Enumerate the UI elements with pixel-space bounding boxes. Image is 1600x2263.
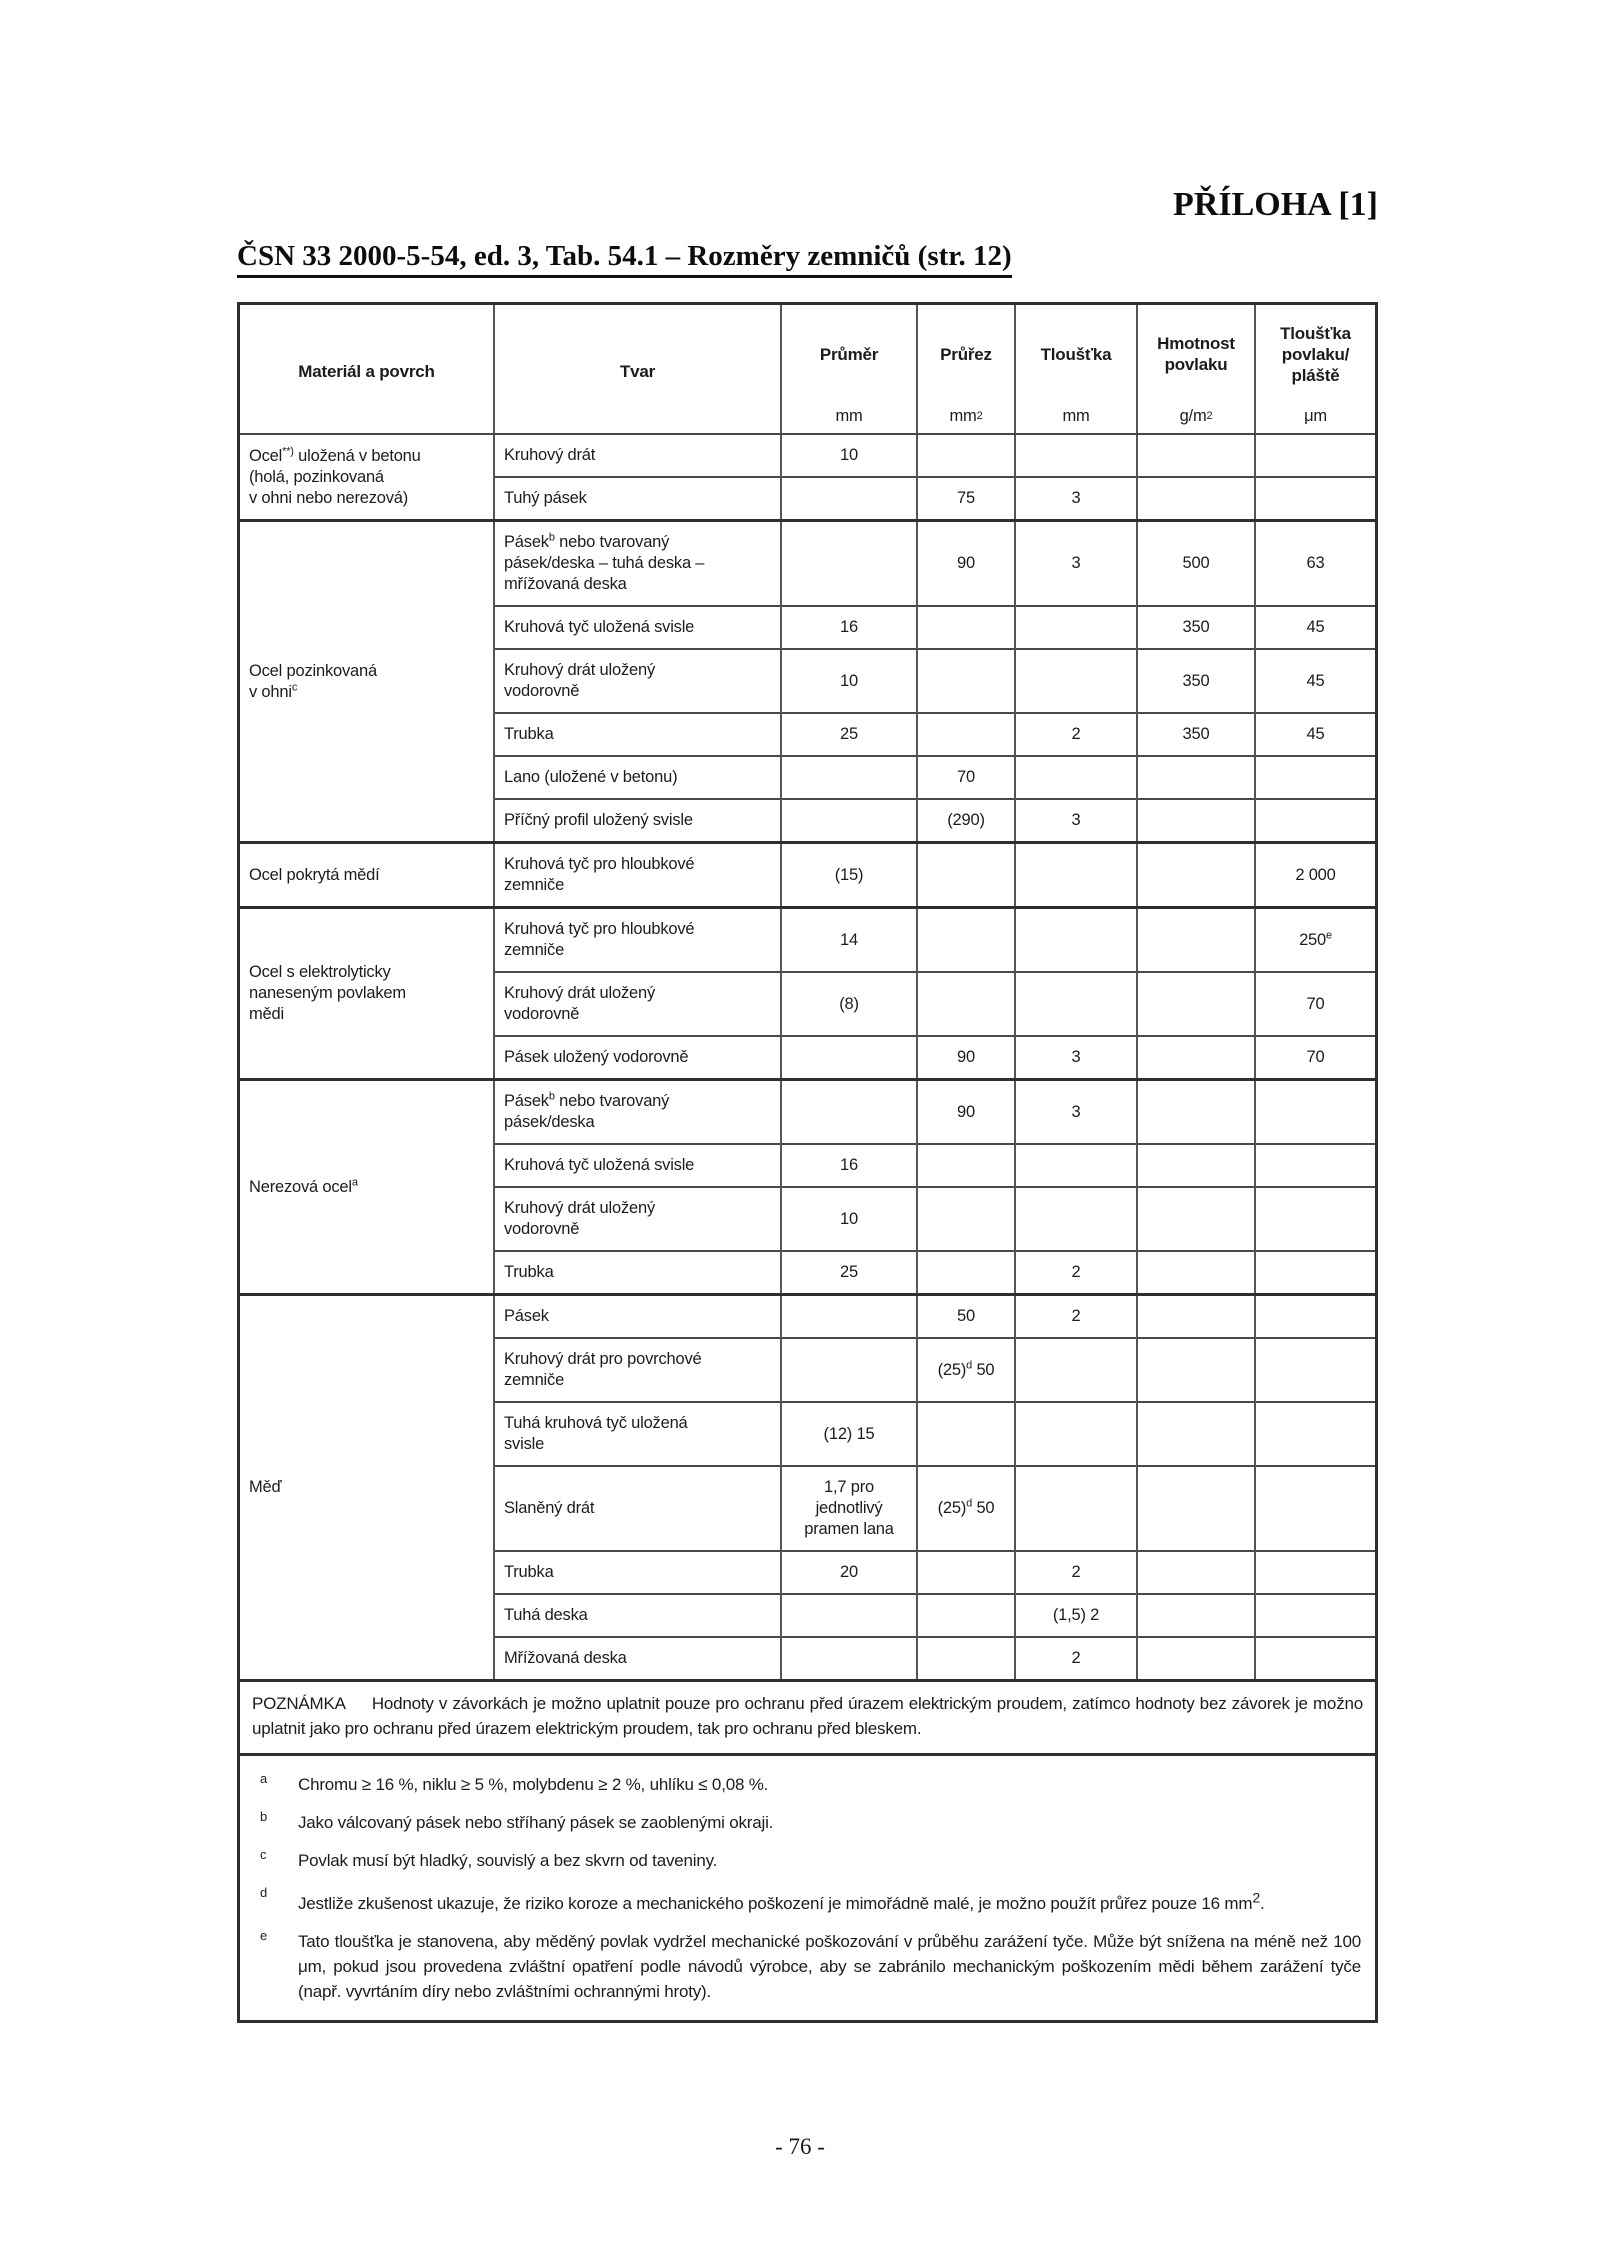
shape-cell: Pásek [494,1295,781,1339]
value-cell: 10 [781,1187,917,1251]
value-cell: 16 [781,606,917,649]
value-cell: (290) [917,799,1015,843]
value-cell: 63 [1255,521,1375,607]
value-cell [1255,756,1375,799]
shape-cell: Pásek$^b$ nebo tvarovaný pásek/deska [494,1080,781,1145]
shape-cell: Kruhová tyč uložená svisle [494,606,781,649]
shape-cell: Kruhový drát [494,434,781,477]
footnote-text: Tato tloušťka je stanovena, aby měděný povlak vydržel mechanické poškozování v průběhu zarážení tyče. Může být snížena na méně než 100 μm, pokud jsou provedena zvláštní opatření podle návodů výrobce, aby se zabránilo mechanickým poškozením mědi během zarážení tyče (např. vyvrtáním díry nebo zvláštními ochrannými hroty). [298,1931,1361,2001]
value-cell: 3 [1015,521,1137,607]
footnote-marker: c [260,1847,267,1862]
value-cell [1015,434,1137,477]
value-cell: $(25)^d$ 50 [917,1338,1015,1402]
value-cell: 350 [1137,713,1255,756]
value-cell [781,1338,917,1402]
value-cell [781,1637,917,1679]
shape-cell: Trubka [494,1551,781,1594]
value-cell: 2 [1015,1637,1137,1679]
value-cell [917,1187,1015,1251]
shape-cell: Trubka [494,1251,781,1295]
table-row [240,434,1375,477]
shape-cell: Tuhá deska [494,1594,781,1637]
value-cell [1015,972,1137,1036]
value-cell [1137,1251,1255,1295]
value-cell [917,649,1015,713]
unit-label: mm [835,406,863,425]
table-row [240,908,1375,973]
value-cell: 50 [917,1295,1015,1339]
shape-cell: Pásek uložený vodorovně [494,1036,781,1080]
value-cell [1255,1144,1375,1187]
footnote-item [254,1848,1361,1873]
annex-title: PŘÍLOHA [1] [1173,186,1378,223]
footnote-item [254,1810,1361,1835]
note-text: Hodnoty v závorkách je možno uplatnit pouze pro ochranu před úrazem elektrickým proudem, zatímco hodnoty bez závorek je možno uplatnit jako pro ochranu před úrazem elektrickým proudem, tak pro ochranu před bleskem. [252,1694,1363,1738]
value-cell [1137,1466,1255,1551]
footnote-item [254,1886,1361,1916]
content-area [237,0,1378,2023]
value-cell [1015,756,1137,799]
shape-cell: Kruhový drát uložený vodorovně [494,649,781,713]
value-cell [1015,1338,1137,1402]
value-cell: (1,5) 2 [1015,1594,1137,1637]
unit-label: g/m 2 [1179,406,1213,425]
note-label: POZNÁMKA [252,1694,346,1713]
value-cell: 75 [917,477,1015,521]
value-cell [1255,1295,1375,1339]
value-cell [1015,1187,1137,1251]
value-cell: 2 [1015,1295,1137,1339]
footnote-text: Jako válcovaný pásek nebo stříhaný pásek se zaoblenými okraji. [298,1813,774,1832]
table-row [240,1295,1375,1339]
unit-label: mm 2 [949,406,983,425]
value-cell [781,1036,917,1080]
footnote-marker: a [260,1771,268,1786]
table-row [240,1080,1375,1145]
value-cell: 3 [1015,799,1137,843]
value-cell [1137,1551,1255,1594]
value-cell [1137,1338,1255,1402]
value-cell: 10 [781,434,917,477]
value-cell [1255,1080,1375,1145]
value-cell [1015,1466,1137,1551]
table-header-cell: Tloušťka povlaku/ pláště μm [1255,305,1375,434]
footnote-text: Chromu ≥ 16 %, niklu ≥ 5 %, molybdenu ≥ 2 %, uhlíku ≤ 0,08 %. [298,1775,769,1794]
value-cell [1015,1402,1137,1466]
value-cell [1137,477,1255,521]
value-cell: 45 [1255,649,1375,713]
value-cell: 45 [1255,713,1375,756]
value-cell: 45 [1255,606,1375,649]
material-cell: Měď [240,1295,494,1680]
shape-cell: Slaněný drát [494,1466,781,1551]
value-cell [781,521,917,607]
value-cell [1015,843,1137,908]
footnote-marker: d [260,1885,268,1900]
dimensions-table [237,302,1378,2023]
value-cell: 1,7 pro jednotlivý pramen lana [781,1466,917,1551]
value-cell [1137,434,1255,477]
value-cell: 2 [1015,713,1137,756]
document-heading-text: ČSN 33 2000-5-54, ed. 3, Tab. 54.1 – Rozměry zemničů (str. 12) [237,240,1012,278]
value-cell: (15) [781,843,917,908]
material-cell: Nerezová ocel$^a$ [240,1080,494,1295]
shape-cell: Kruhový drát pro povrchové zemniče [494,1338,781,1402]
shape-cell: Lano (uložené v betonu) [494,756,781,799]
shape-cell: Tuhá kruhová tyč uložená svisle [494,1402,781,1466]
value-cell [917,434,1015,477]
table-header-row [240,305,1375,434]
value-cell: 3 [1015,1080,1137,1145]
value-cell [1137,756,1255,799]
value-cell: 2 [1015,1551,1137,1594]
value-cell [1255,1637,1375,1679]
shape-cell: Kruhový drát uložený vodorovně [494,972,781,1036]
value-cell: 3 [1015,1036,1137,1080]
material-cell: Ocel s elektrolyticky naneseným povlakem mědi [240,908,494,1080]
table-head [240,305,1375,434]
table-header-cell: Tvar [494,305,781,434]
shape-cell: Tuhý pásek [494,477,781,521]
value-cell [1137,1295,1255,1339]
value-cell [917,908,1015,973]
footnote-marker: b [260,1809,268,1824]
value-cell: $(25)^d$ 50 [917,1466,1015,1551]
footnote-item [254,1772,1361,1797]
note-row [240,1679,1375,1753]
value-cell: 2 000 [1255,843,1375,908]
value-cell [1255,799,1375,843]
shape-cell: Příčný profil uložený svisle [494,799,781,843]
value-cell [917,1594,1015,1637]
value-cell: 25 [781,713,917,756]
table-header-cell: Materiál a povrch [240,305,494,434]
table-header-cell: Průřez mm 2 [917,305,1015,434]
value-cell [1255,1551,1375,1594]
table-header-cell: Průměr mm [781,305,917,434]
value-cell: 70 [1255,1036,1375,1080]
shape-cell: Mřížovaná deska [494,1637,781,1679]
value-cell: 3 [1015,477,1137,521]
shape-cell: Kruhová tyč pro hloubkové zemniče [494,908,781,973]
value-cell [1137,799,1255,843]
value-cell [1015,649,1137,713]
value-cell [781,1295,917,1339]
value-cell [1255,1338,1375,1402]
value-cell [917,972,1015,1036]
value-cell [1137,1036,1255,1080]
value-cell: 2 [1015,1251,1137,1295]
value-cell [1137,1187,1255,1251]
value-cell [1137,843,1255,908]
table-row [240,843,1375,908]
value-cell: 70 [917,756,1015,799]
value-cell [917,1144,1015,1187]
value-cell [1015,606,1137,649]
value-cell [1137,1144,1255,1187]
value-cell [917,713,1015,756]
value-cell [917,1551,1015,1594]
value-cell [1137,1594,1255,1637]
document-heading [237,240,1378,278]
value-cell: 90 [917,1080,1015,1145]
table-header-cell: Hmotnost povlaku g/m 2 [1137,305,1255,434]
value-cell [1255,1594,1375,1637]
value-cell [1255,1466,1375,1551]
value-cell [1015,908,1137,973]
footnote-marker: e [260,1927,268,1943]
value-cell: (8) [781,972,917,1036]
shape-cell: Trubka [494,713,781,756]
value-cell [917,606,1015,649]
value-cell [917,1637,1015,1679]
value-cell: 350 [1137,649,1255,713]
unit-label: μm [1304,406,1327,425]
value-cell [1255,1187,1375,1251]
value-cell: 70 [1255,972,1375,1036]
value-cell [781,799,917,843]
value-cell [1255,1402,1375,1466]
value-cell: 10 [781,649,917,713]
value-cell: 20 [781,1551,917,1594]
value-cell [1255,1251,1375,1295]
value-cell: 90 [917,521,1015,607]
unit-label: mm [1062,406,1090,425]
value-cell: (12) 15 [781,1402,917,1466]
value-cell [781,1594,917,1637]
material-cell: Ocel pokrytá mědí [240,843,494,908]
value-cell [917,1402,1015,1466]
table-header-cell: Tloušťka mm [1015,305,1137,434]
value-cell [1137,1637,1255,1679]
footnote-text: Povlak musí být hladký, souvislý a bez skvrn od taveniny. [298,1851,718,1870]
value-cell: 16 [781,1144,917,1187]
value-cell: 25 [781,1251,917,1295]
value-cell [1137,1080,1255,1145]
shape-cell: Kruhová tyč uložená svisle [494,1144,781,1187]
value-cell [1137,908,1255,973]
material-cell: Ocel**) uložená v betonu (holá, pozinkovaná v ohni nebo nerezová) [249,445,421,507]
shape-cell: Pásek$^b$ nebo tvarovaný pásek/deska – tuhá deska – mřížovaná deska [494,521,781,607]
table-body [240,434,1375,1679]
value-cell [1137,1402,1255,1466]
footnotes-section [240,1753,1375,2020]
value-cell: 350 [1137,606,1255,649]
shape-cell: Kruhová tyč pro hloubkové zemniče [494,843,781,908]
shape-cell: Kruhový drát uložený vodorovně [494,1187,781,1251]
value-cell: 90 [917,1036,1015,1080]
page-number: - 76 - [775,2134,825,2159]
footnote-item [254,1929,1361,2004]
material-cell: Ocel pozinkovaná v ohni$^c$ [240,521,494,843]
value-cell [1137,972,1255,1036]
value-cell [1255,477,1375,521]
value-cell: 14 [781,908,917,973]
value-cell [1255,434,1375,477]
value-cell [781,477,917,521]
footnote-text: Jestliže zkušenost ukazuje, že riziko koroze a mechanického poškození je mimořádně malé, je možno použít průřez pouze 16 $mm^2$. [298,1890,1265,1913]
value-cell [1015,1144,1137,1187]
value-cell: 500 [1137,521,1255,607]
earth-electrode-dimensions-table [240,305,1375,1679]
value-cell [917,1251,1015,1295]
value-cell [781,756,917,799]
value-cell: 250e [1255,908,1375,973]
table-row [240,521,1375,607]
value-cell [917,843,1015,908]
value-cell [781,1080,917,1145]
